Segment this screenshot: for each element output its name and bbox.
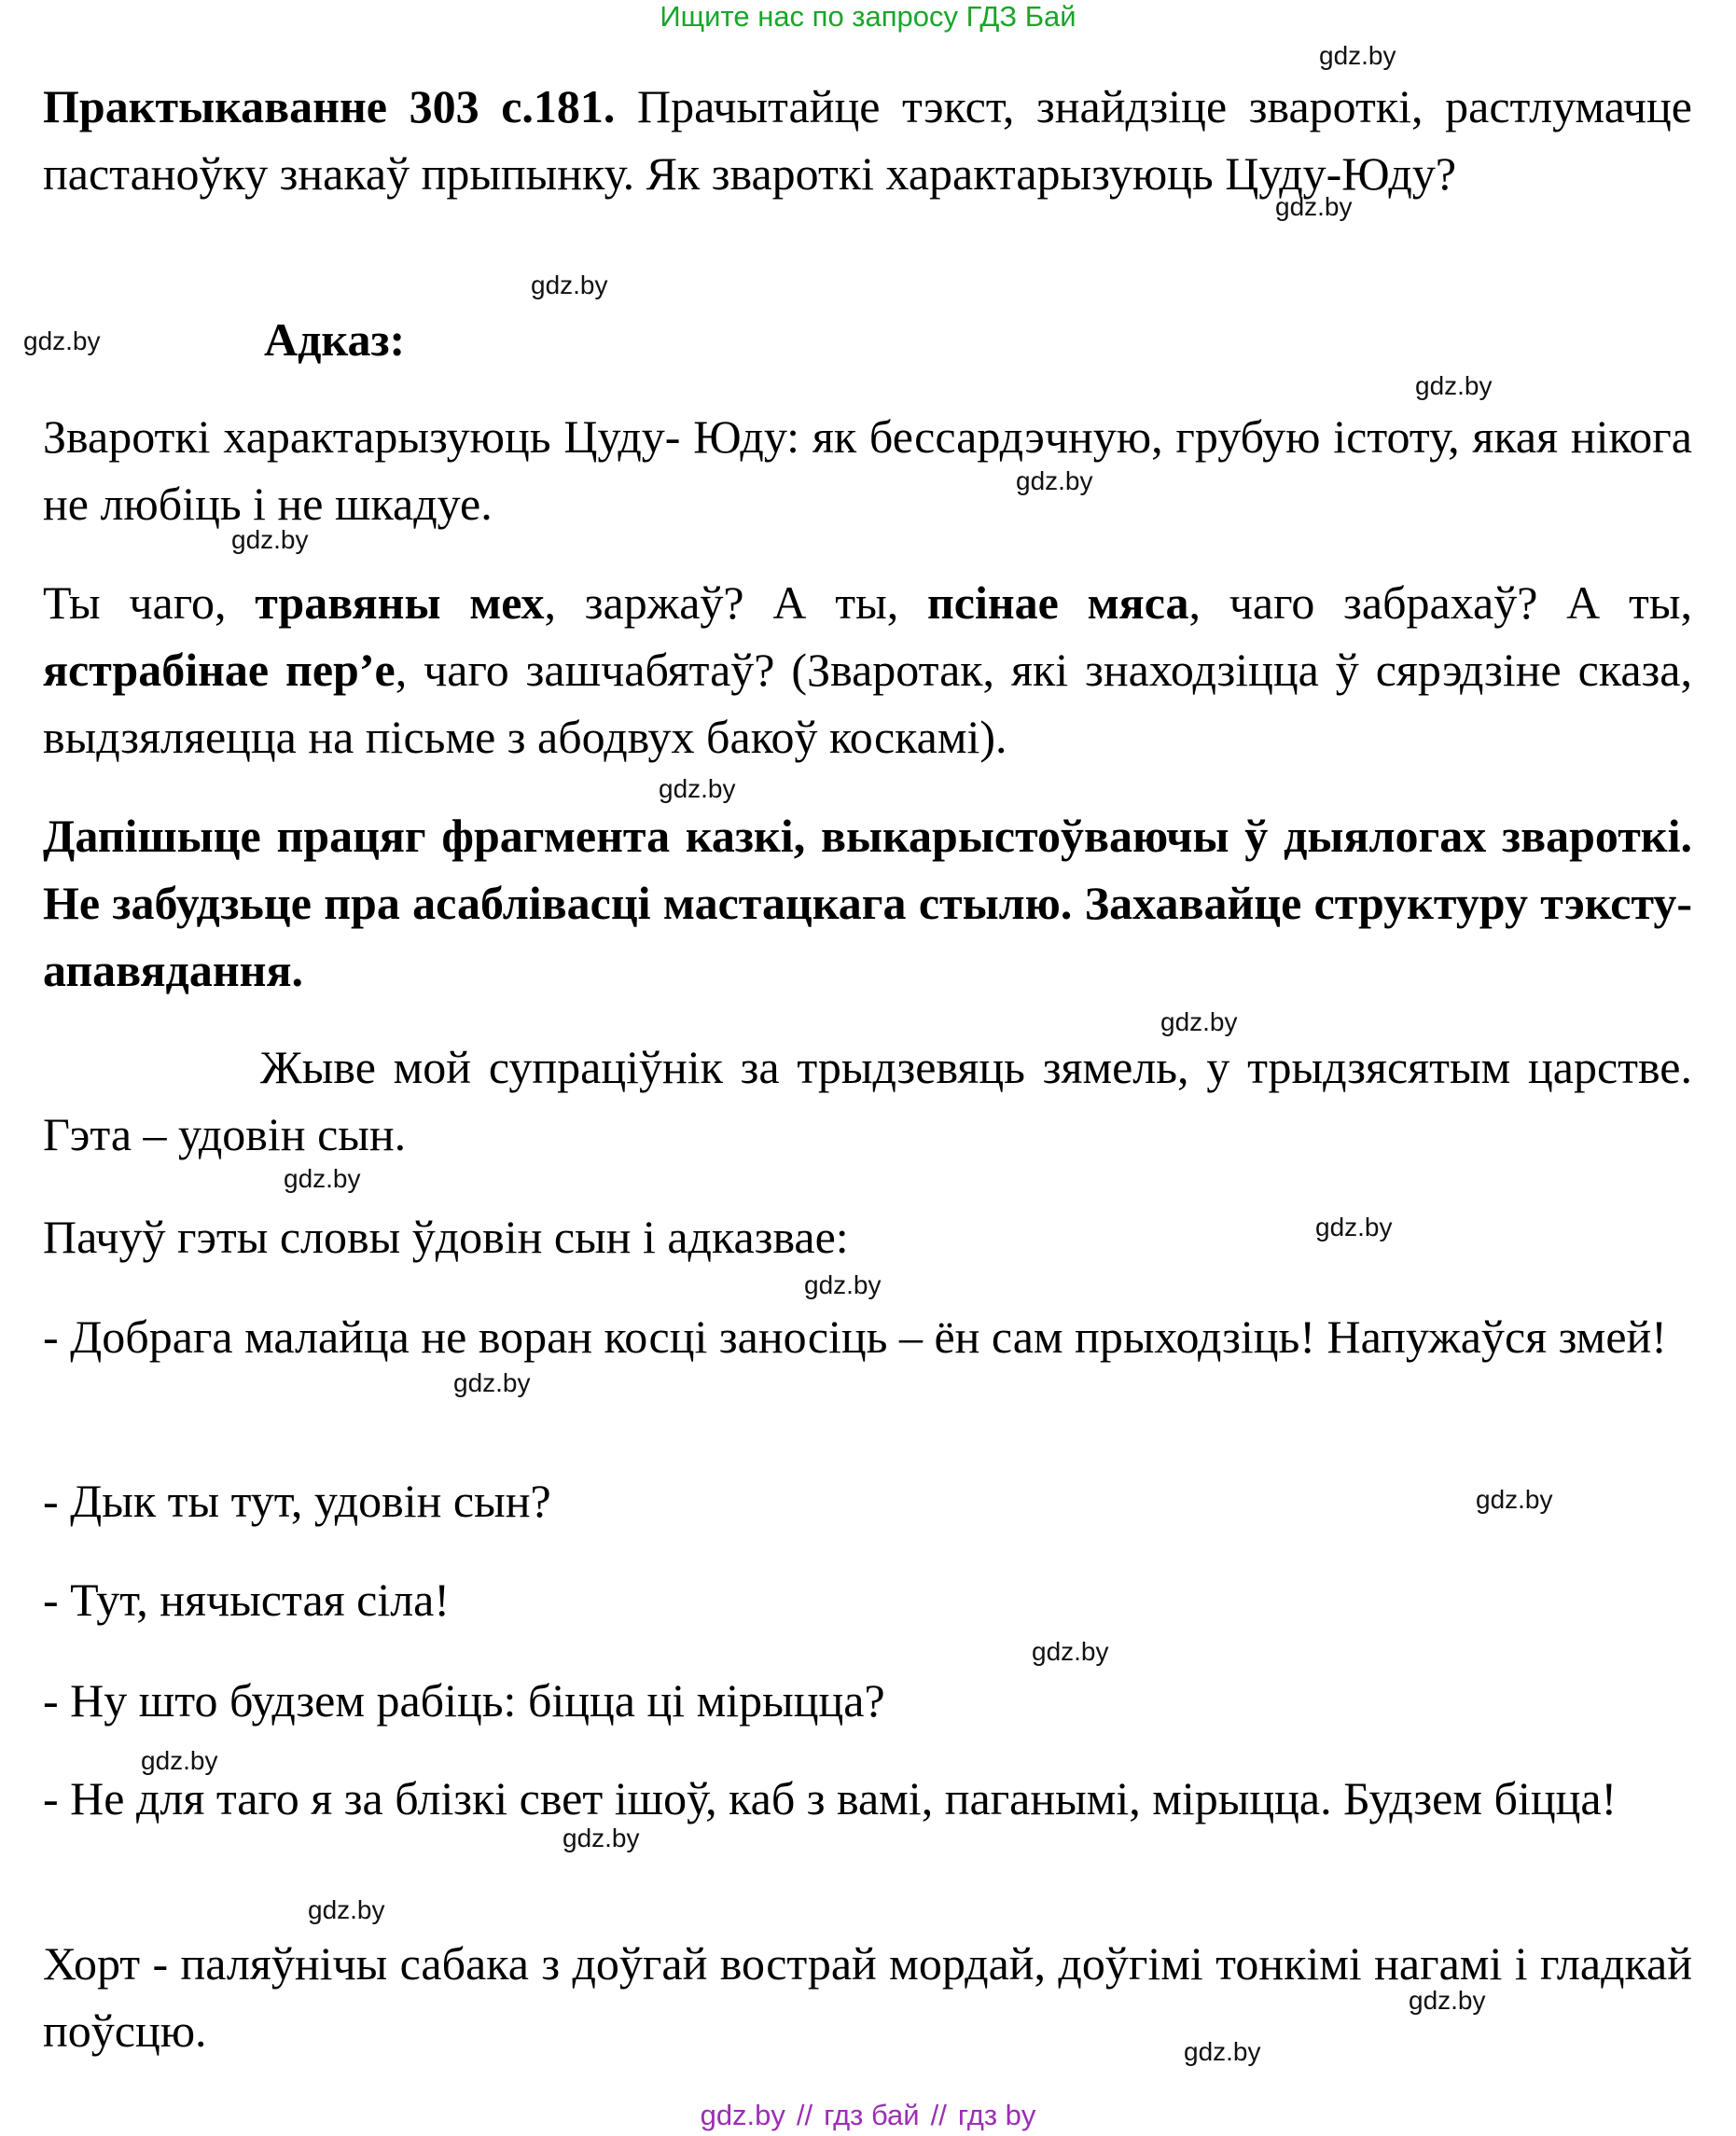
example-vocative-1: травяны мех (255, 576, 545, 629)
watermark: gdz.by (531, 270, 608, 299)
example-text-3: , чаго забрахаў? А ты, (1188, 576, 1692, 629)
watermark: gdz.by (804, 1270, 882, 1299)
answer-example (43, 569, 1692, 770)
story-paragraph: Пачуў гэты словы ўдовін сын і адказвае: (43, 1211, 849, 1263)
watermark: gdz.by (1160, 1007, 1238, 1036)
watermark: gdz.by (1319, 41, 1396, 70)
watermark: gdz.by (659, 774, 736, 803)
watermark: gdz.by (141, 1746, 218, 1775)
story-paragraph: - Тут, нячыстая сіла! (43, 1574, 451, 1626)
watermark: gdz.by (1415, 371, 1493, 400)
answer-heading: Адказ: (264, 313, 406, 366)
story-paragraph: - Добрага малайца не воран косці заносіць – ён сам прыходзіць! Напужаўся змей! (43, 1311, 1667, 1363)
example-text-4: , чаго зашчабятаў? (Зваротак, які знаходзіцца ў сярэдзіне сказа, выдзяляецца на пісьме з абодвух бакоў коскамі). (43, 644, 1692, 763)
example-vocative-2: псінае мяса (926, 576, 1189, 629)
search-banner[interactable]: Ищите нас по запросу ГДЗ Бай (660, 0, 1076, 33)
watermark: gdz.by (1409, 1986, 1486, 2015)
watermark: gdz.by (308, 1895, 385, 1924)
footer-link[interactable]: гдз by (957, 2099, 1036, 2131)
story-paragraph: - Дык ты тут, удовін сын? (43, 1475, 551, 1527)
watermark: gdz.by (453, 1368, 531, 1397)
watermark: gdz.by (1315, 1213, 1393, 1241)
watermark: gdz.by (1184, 2037, 1261, 2066)
answer-summary: Звароткі характарызуюць Цуду- Юду: як бессардэчную, грубую істоту, якая нікога не любіць і не шкадуе. (43, 410, 1692, 530)
example-text-2: , заржаў? А ты, (544, 576, 927, 629)
footer-separator: // (796, 2099, 813, 2131)
footer-link[interactable]: гдз бай (824, 2099, 920, 2131)
watermark: gdz.by (562, 1824, 640, 1852)
example-vocative-3: ястрабінае пер’е (43, 644, 396, 696)
watermark: gdz.by (1476, 1485, 1553, 1514)
watermark: gdz.by (1032, 1637, 1109, 1666)
watermark: gdz.by (284, 1164, 361, 1193)
watermark: gdz.by (1275, 192, 1353, 221)
story-paragraph: Жыве мой супраціўнік за трыдзевяць зямель, у трыдзясятым царстве. Гэта – удовін сын. (43, 1041, 1692, 1160)
footer-separator: // (930, 2099, 947, 2131)
example-text-1: Ты чаго, (43, 576, 256, 629)
watermark: gdz.by (231, 525, 309, 554)
story-paragraph: - Не для таго я за блізкі свет ішоў, каб з вамі, паганымі, мірыцца. Будзем біцца! (43, 1772, 1618, 1824)
watermark: gdz.by (1016, 466, 1093, 495)
footer-link[interactable]: gdz.by (700, 2099, 785, 2131)
footer-links (0, 2099, 1736, 2132)
exercise-title: Практыкаванне 303 с.181. (43, 80, 616, 132)
story-paragraph: Хорт - паляўнічы сабака з доўгай вострай мордай, доўгімі тонкімі нагамі і гладкай поўсцю. (43, 1937, 1692, 2057)
exercise-task (43, 73, 1692, 207)
story-paragraph: - Ну што будзем рабіць: біцца ці мірыцца? (43, 1674, 885, 1727)
task-2: Дапішыце працяг фрагмента казкі, выкарыстоўваючы ў дыялогах звароткі. Не забудзьце пра асаблівасці мастацкага стылю. Захавайце структуру тэксту-апавядання. (43, 810, 1692, 996)
exercise-task-text: Прачытайце тэкст, знайдзіце звароткі, растлумачце пастаноўку знакаў прыпынку. Як звароткі характарызуюць Цуду-Юду? (43, 80, 1692, 200)
watermark: gdz.by (23, 326, 101, 355)
